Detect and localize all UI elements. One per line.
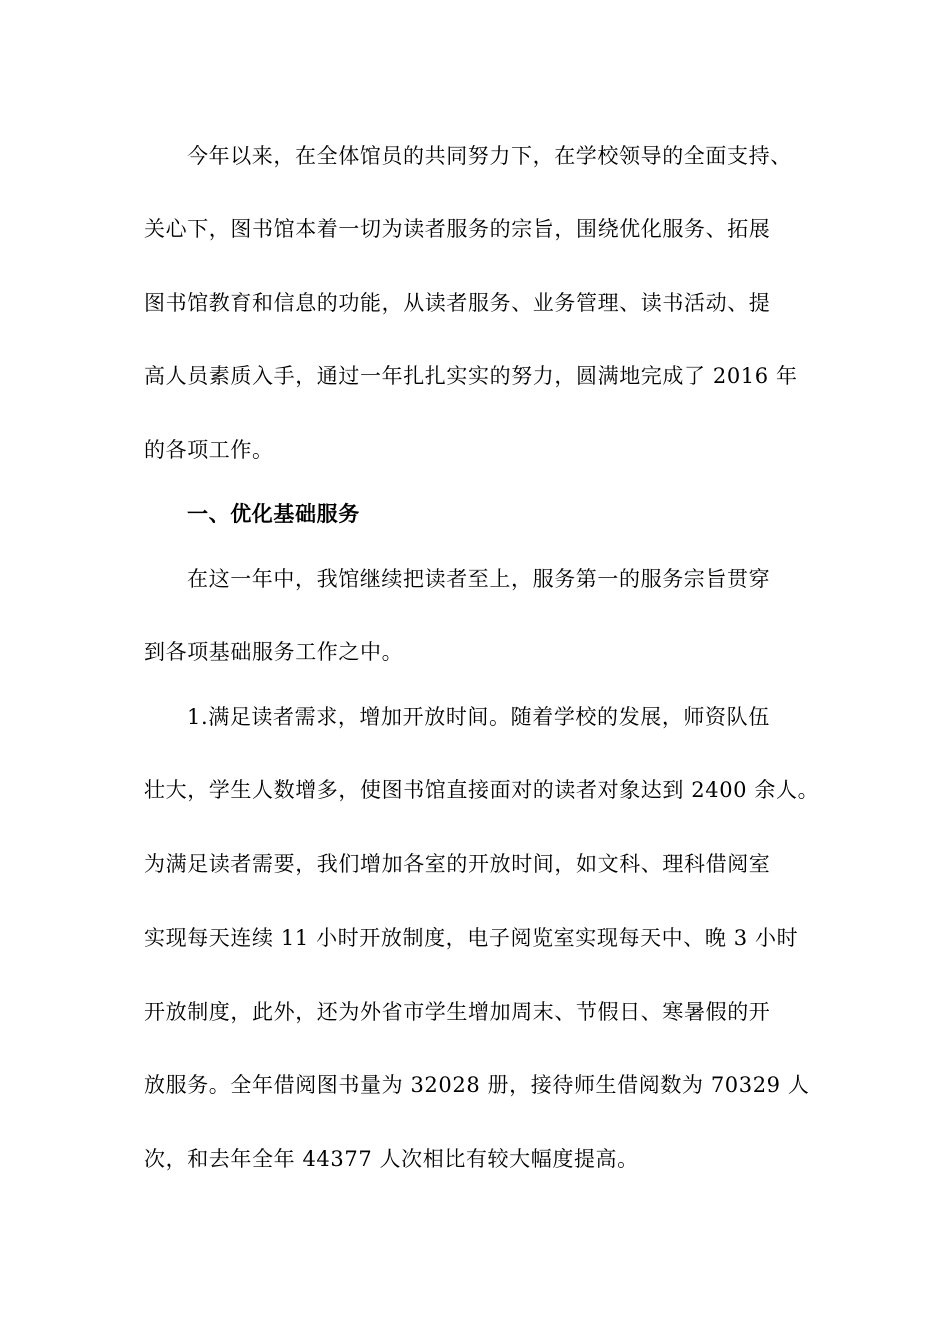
paragraph-line: 今年以来，在全体馆员的共同努力下，在学校领导的全面支持、 <box>187 144 792 168</box>
section-heading: 一、优化基础服务 <box>187 501 360 526</box>
paragraph-line: 到各项基础服务工作之中。 <box>144 640 404 664</box>
paragraph-line: 图书馆教育和信息的功能，从读者服务、业务管理、读书活动、提 <box>144 291 771 315</box>
paragraph-line: 在这一年中，我馆继续把读者至上，服务第一的服务宗旨贯穿 <box>187 567 771 591</box>
paragraph-line: 次，和去年全年 44377 人次相比有较大幅度提高。 <box>144 1147 639 1171</box>
paragraph-line: 高人员素质入手，通过一年扎扎实实的努力，圆满地完成了 2016 年 <box>144 364 798 388</box>
paragraph-line: 1.满足读者需求，增加开放时间。随着学校的发展，师资队伍 <box>187 705 770 729</box>
paragraph-line: 为满足读者需要，我们增加各室的开放时间，如文科、理科借阅室 <box>144 852 771 876</box>
paragraph-line: 的各项工作。 <box>144 438 274 462</box>
paragraph-line: 开放制度，此外，还为外省市学生增加周末、节假日、寒暑假的开 <box>144 1000 771 1024</box>
paragraph-line: 壮大，学生人数增多，使图书馆直接面对的读者对象达到 2400 余人。 <box>144 778 820 802</box>
paragraph-line: 实现每天连续 11 小时开放制度，电子阅览室实现每天中、晚 3 小时 <box>144 926 799 950</box>
paragraph-line: 关心下，图书馆本着一切为读者服务的宗旨，围绕优化服务、拓展 <box>144 217 771 241</box>
paragraph-line: 放服务。全年借阅图书量为 32028 册，接待师生借阅数为 70329 人 <box>144 1073 810 1097</box>
